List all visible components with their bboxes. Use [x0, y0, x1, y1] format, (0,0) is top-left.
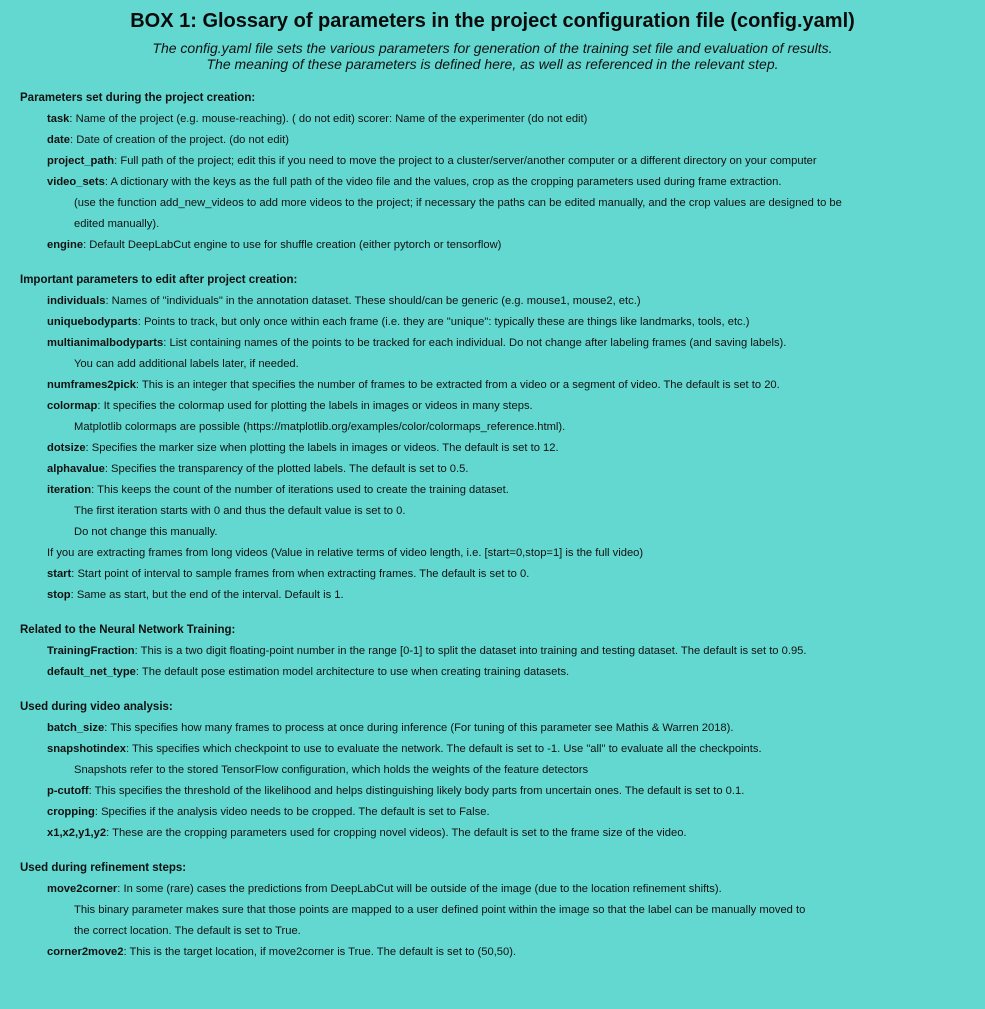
glossary-section: [20, 858, 965, 963]
parameter-entry: [20, 396, 965, 417]
parameter-note: [20, 214, 965, 235]
parameter-description: You can add additional labels later, if needed.: [74, 358, 299, 370]
parameter-note: [20, 354, 965, 375]
parameter-entry: [20, 291, 965, 312]
section-title: Important parameters to edit after project creation:: [20, 274, 298, 286]
parameter-description: : Specifies the transparency of the plotted labels. The default is set to 0.5.: [104, 463, 469, 475]
parameter-note: [20, 760, 965, 781]
parameter-entry: [20, 172, 965, 193]
parameter-entry: [20, 312, 965, 333]
parameter-name: alphavalue: [47, 463, 105, 475]
parameter-entry: [20, 235, 965, 256]
parameter-entry: [20, 564, 965, 585]
parameter-name: colormap: [47, 400, 98, 412]
parameter-description: : List containing names of the points to be tracked for each individual. Do not change after labeling frames (and saving labels).: [163, 337, 787, 349]
glossary-section: [20, 697, 965, 844]
parameter-description: Snapshots refer to the stored TensorFlow configuration, which holds the weights of the feature detectors: [74, 764, 589, 776]
section-title: Used during video analysis:: [20, 701, 173, 713]
parameter-description: : Name of the project (e.g. mouse-reaching). ( do not edit) scorer: Name of the experimenter (do not edit): [69, 113, 588, 125]
parameter-description: Matplotlib colormaps are possible (https://matplotlib.org/examples/color/colormaps_reference.html).: [74, 421, 566, 433]
parameter-note: [20, 522, 965, 543]
parameter-description: : This specifies how many frames to process at once during inference (For tuning of this parameter see Mathis & Warren 2018).: [104, 722, 734, 734]
parameter-entry: [20, 375, 965, 396]
parameter-description: : These are the cropping parameters used for cropping novel videos). The default is set to the frame size of the video.: [106, 827, 687, 839]
parameter-name: date: [47, 134, 71, 146]
subtitle-line: The meaning of these parameters is defined here, as well as referenced in the relevant step.: [206, 56, 779, 72]
parameter-description: : This is a two digit floating-point number in the range [0-1] to split the dataset into training and testing dataset. The default is set to 0.95.: [134, 645, 807, 657]
parameter-name: iteration: [47, 484, 92, 496]
parameter-description: : The default pose estimation model architecture to use when creating training datasets.: [135, 666, 570, 678]
parameter-entry: [20, 333, 965, 354]
parameter-entry: [20, 585, 965, 606]
parameter-description: : Date of creation of the project. (do not edit): [70, 134, 289, 146]
glossary-section: [20, 88, 965, 256]
parameter-description: : Same as start, but the end of the interval. Default is 1.: [70, 589, 344, 601]
parameter-description: This binary parameter makes sure that those points are mapped to a user defined point within the image so that the label can be manually moved to: [74, 904, 806, 916]
parameter-name: cropping: [47, 806, 95, 818]
parameter-description: : It specifies the colormap used for plotting the labels in images or videos in many steps.: [97, 400, 533, 412]
parameter-description: : Specifies the marker size when plotting the labels in images or videos. The default is set to 12.: [85, 442, 559, 454]
parameter-description: the correct location. The default is set to True.: [74, 925, 301, 937]
subtitle-line: The config.yaml file sets the various parameters for generation of the training set file and evaluation of results.: [152, 40, 833, 56]
parameter-description: The first iteration starts with 0 and thus the default value is set to 0.: [74, 505, 406, 517]
parameter-entry: [20, 879, 965, 900]
parameter-description: : Full path of the project; edit this if you need to move the project to a cluster/server/another computer or a different directory on your computer: [114, 155, 817, 167]
parameter-description: : This specifies the threshold of the likelihood and helps distinguishing likely body parts from uncertain ones. The default is set to 0.1.: [88, 785, 745, 797]
parameter-entry: [20, 739, 965, 760]
parameter-description: : In some (rare) cases the predictions from DeepLabCut will be outside of the image (due to the location refinement shifts).: [117, 883, 722, 895]
parameter-description: If you are extracting frames from long videos (Value in relative terms of video length, i.e. [start=0,stop=1] is the full video): [47, 547, 644, 559]
parameter-entry: [20, 438, 965, 459]
parameter-description: : This is the target location, if move2corner is True. The default is set to (50,50).: [123, 946, 517, 958]
parameter-name: project_path: [47, 155, 115, 167]
parameter-entry: [20, 109, 965, 130]
parameter-entry: [20, 662, 965, 683]
parameter-description: Do not change this manually.: [74, 526, 218, 538]
parameter-description: : Names of "individuals" in the annotation dataset. These should/can be generic (e.g. mouse1, mouse2, etc.): [105, 295, 641, 307]
parameter-note: [20, 417, 965, 438]
parameter-name: video_sets: [47, 176, 105, 188]
parameter-description: : Points to track, but only once within each frame (i.e. they are "unique": typically these are things like landmarks, tools, etc.): [137, 316, 750, 328]
parameter-note: [20, 193, 965, 214]
parameter-description: : This is an integer that specifies the number of frames to be extracted from a video or a segment of video. The default is set to 20.: [135, 379, 780, 391]
parameter-name: corner2move2: [47, 946, 124, 958]
parameter-name: batch_size: [47, 722, 105, 734]
parameter-entry: [20, 641, 965, 662]
section-title: Used during refinement steps:: [20, 862, 187, 874]
parameter-name: move2corner: [47, 883, 118, 895]
parameter-name: uniquebodyparts: [47, 316, 138, 328]
sections-container: [20, 88, 965, 963]
section-title: Related to the Neural Network Training:: [20, 624, 236, 636]
parameter-entry: [20, 942, 965, 963]
parameter-description: (use the function add_new_videos to add more videos to the project; if necessary the paths can be edited manually, and the crop values are designed to be: [74, 197, 842, 209]
parameter-name: TrainingFraction: [47, 645, 135, 657]
parameter-note: [20, 900, 965, 921]
parameter-description: : Start point of interval to sample frames from when extracting frames. The default is set to 0.: [71, 568, 530, 580]
parameter-description: : A dictionary with the keys as the full path of the video file and the values, crop as the cropping parameters used during frame extraction.: [104, 176, 782, 188]
parameter-entry: [20, 459, 965, 480]
box-subtitle: [20, 40, 965, 72]
parameter-description: : This specifies which checkpoint to use to evaluate the network. The default is set to -1. Use "all" to evaluate all the checkpoints.: [125, 743, 762, 755]
section-title: Parameters set during the project creation:: [20, 92, 256, 104]
parameter-description: : This keeps the count of the number of iterations used to create the training dataset.: [91, 484, 509, 496]
parameter-entry: [20, 802, 965, 823]
parameter-description: edited manually).: [74, 218, 160, 230]
parameter-name: p-cutoff: [47, 785, 89, 797]
parameter-entry: [20, 781, 965, 802]
parameter-entry: [20, 151, 965, 172]
parameter-name: multianimalbodyparts: [47, 337, 164, 349]
parameter-name: engine: [47, 239, 84, 251]
parameter-note: [20, 921, 965, 942]
parameter-note: [20, 501, 965, 522]
parameter-name: x1,x2,y1,y2: [47, 827, 107, 839]
parameter-entry: [20, 543, 965, 564]
glossary-section: [20, 270, 965, 606]
parameter-entry: [20, 480, 965, 501]
parameter-entry: [20, 823, 965, 844]
parameter-name: numframes2pick: [47, 379, 136, 391]
parameter-name: default_net_type: [47, 666, 136, 678]
glossary-section: [20, 620, 965, 683]
parameter-name: snapshotindex: [47, 743, 126, 755]
parameter-name: dotsize: [47, 442, 86, 454]
parameter-name: task: [47, 113, 70, 125]
parameter-entry: [20, 130, 965, 151]
parameter-name: start: [47, 568, 72, 580]
parameter-name: stop: [47, 589, 71, 601]
parameter-entry: [20, 718, 965, 739]
parameter-description: : Default DeepLabCut engine to use for shuffle creation (either pytorch or tensorflow): [83, 239, 502, 251]
box-title: BOX 1: Glossary of parameters in the project configuration file (config.yaml): [130, 10, 855, 32]
parameter-name: individuals: [47, 295, 106, 307]
parameter-description: : Specifies if the analysis video needs to be cropped. The default is set to False.: [94, 806, 490, 818]
